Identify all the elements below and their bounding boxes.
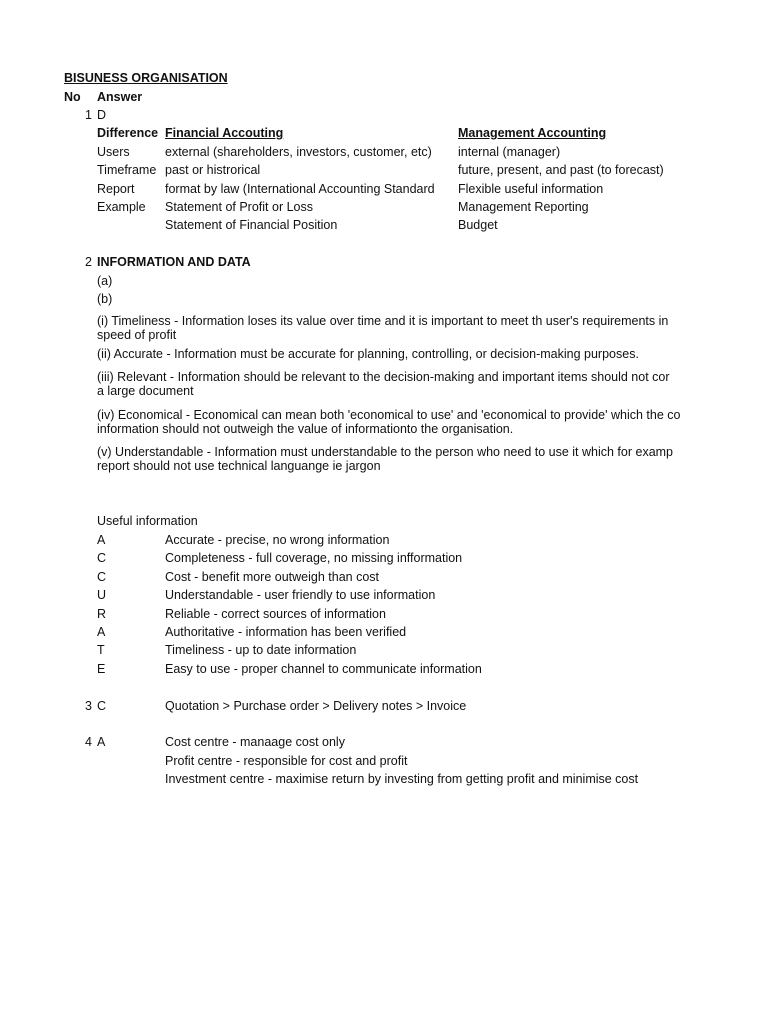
q1-row-label: Users [97,145,130,159]
document-title: BISUNESS ORGANISATION [64,71,228,85]
q2-point-line: information should not outweigh the value of informationto the organisation. [97,422,514,436]
q4-answer: A [97,735,106,749]
q1-row-label: Timeframe [97,163,157,177]
useful-letter: R [97,607,107,621]
q4-number: 4 [85,735,92,749]
useful-desc: Understandable - user friendly to use information [165,588,436,602]
q1-row-financial: Statement of Profit or Loss [165,200,313,214]
q2-part-b: (b) [97,292,113,306]
q1-row-financial: external (shareholders, investors, customer, etc) [165,145,432,159]
q1-row-label: Report [97,182,135,196]
q1-col-header-difference: Difference [97,126,159,140]
q1-col-header-management: Management Accounting [458,126,607,140]
q2-point-line: report should not use technical languange ie jargon [97,459,381,473]
useful-letter: C [97,551,107,565]
q2-part-a: (a) [97,274,113,288]
q1-answer: D [97,108,107,122]
q2-point-line: (ii) Accurate - Information must be accurate for planning, controlling, or decision-making purposes. [97,347,639,361]
q3-number: 3 [85,699,92,713]
useful-desc: Reliable - correct sources of information [165,607,386,621]
useful-letter: T [97,643,105,657]
q1-row-label: Example [97,200,146,214]
useful-info-title: Useful information [97,514,198,528]
q2-point-line: speed of profit [97,328,177,342]
q1-number: 1 [85,108,92,122]
useful-desc: Authoritative - information has been verified [165,625,407,639]
q1-row-financial: Statement of Financial Position [165,218,338,232]
q4-line: Profit centre - responsible for cost and profit [165,754,408,768]
useful-letter: U [97,588,107,602]
q1-row-management: internal (manager) [458,145,561,159]
q2-point-line: (iv) Economical - Economical can mean both 'economical to use' and 'economical to provide' which the co [97,408,681,422]
useful-desc: Easy to use - proper channel to communicate information [165,662,482,676]
q1-row-management: Flexible useful information [458,182,604,196]
useful-letter: A [97,625,106,639]
useful-desc: Timeliness - up to date information [165,643,357,657]
q3-answer: C [97,699,107,713]
useful-desc: Accurate - precise, no wrong information [165,533,390,547]
q2-point-line: (v) Understandable - Information must understandable to the person who need to use it which for examp [97,445,674,459]
useful-desc: Completeness - full coverage, no missing infformation [165,551,463,565]
q1-row-management: Budget [458,218,498,232]
useful-letter: A [97,533,106,547]
q2-heading: INFORMATION AND DATA [97,255,251,269]
useful-letter: E [97,662,106,676]
q2-number: 2 [85,255,92,269]
q1-row-management: future, present, and past (to forecast) [458,163,664,177]
useful-desc: Cost - benefit more outweigh than cost [165,570,380,584]
useful-letter: C [97,570,107,584]
q1-row-financial: past or histrorical [165,163,261,177]
q1-col-header-financial: Financial Accouting [165,126,284,140]
q2-point-line: a large document [97,384,194,398]
q4-line: Cost centre - manaage cost only [165,735,345,749]
q4-line: Investment centre - maximise return by investing from getting profit and minimise cost [165,772,639,786]
header-no: No [64,90,81,104]
q1-row-financial: format by law (International Accounting Standard [165,182,435,196]
q1-row-management: Management Reporting [458,200,589,214]
q2-point-line: (i) Timeliness - Information loses its value over time and it is important to meet th user's requirements in [97,314,669,328]
q2-point-line: (iii) Relevant - Information should be relevant to the decision-making and important items should not cor [97,370,670,384]
header-answer: Answer [97,90,143,104]
q3-text: Quotation > Purchase order > Delivery notes > Invoice [165,699,467,713]
